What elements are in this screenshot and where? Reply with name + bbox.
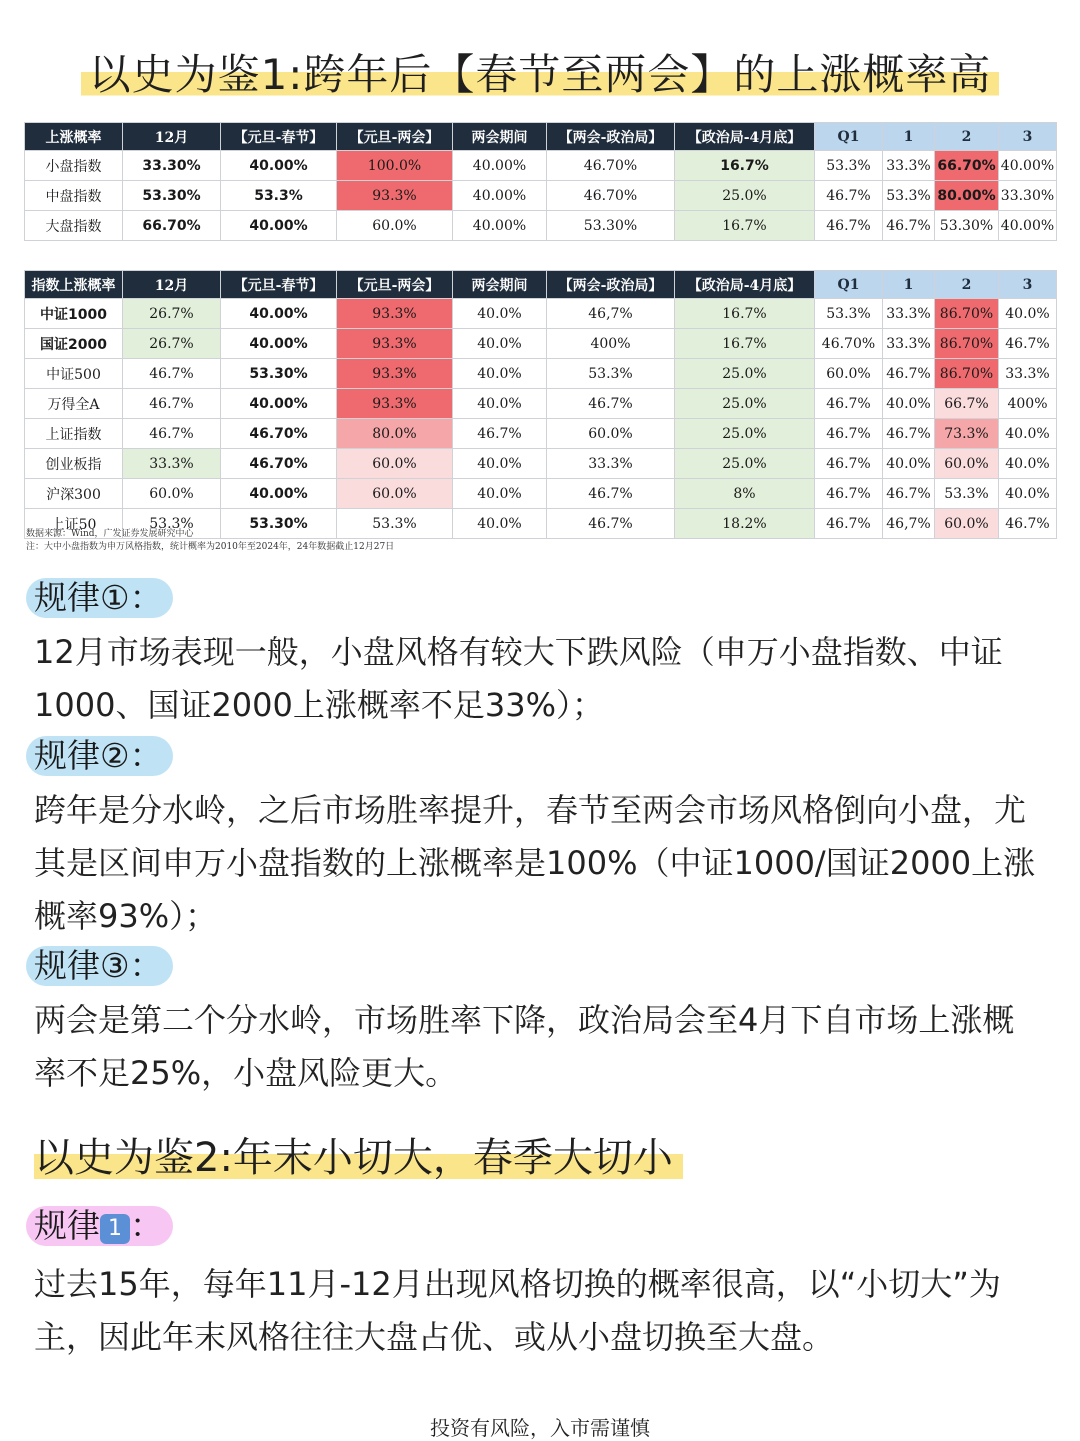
value-cell: 25.0% [675, 181, 815, 211]
value-cell: 40.00% [221, 151, 337, 181]
value-cell: 60.0% [337, 211, 453, 241]
value-cell: 66.7% [935, 389, 999, 419]
value-cell: 40.0% [883, 389, 935, 419]
value-cell: 40.0% [999, 449, 1057, 479]
header-cell: 12月 [123, 271, 221, 299]
header-cell: 【元旦-春节】 [221, 123, 337, 151]
value-cell: 73.3% [935, 419, 999, 449]
value-cell: 46.7% [815, 389, 883, 419]
value-cell: 60.0% [547, 419, 675, 449]
table-row [25, 151, 1057, 181]
value-cell: 46.70% [547, 181, 675, 211]
header-cell: 【元旦-两会】 [337, 123, 453, 151]
value-cell: 66.70% [935, 151, 999, 181]
table-header-row [25, 271, 1057, 299]
value-cell: 46.70% [221, 449, 337, 479]
row-label-cell: 上证50 [25, 509, 123, 539]
table-header-row [25, 123, 1057, 151]
keycap-one-icon: 1 [100, 1214, 130, 1244]
value-cell: 53.30% [935, 211, 999, 241]
value-cell: 46.7% [999, 329, 1057, 359]
value-cell: 33.3% [883, 299, 935, 329]
value-cell: 33.3% [547, 449, 675, 479]
value-cell: 46.7% [123, 359, 221, 389]
value-cell: 46.7% [883, 211, 935, 241]
value-cell: 60.0% [123, 479, 221, 509]
value-cell: 93.3% [337, 181, 453, 211]
value-cell: 46.7% [815, 419, 883, 449]
value-cell: 33.3% [999, 359, 1057, 389]
value-cell: 100.0% [337, 151, 453, 181]
rule-4-label [26, 1206, 173, 1246]
rule-3-text: 两会是第二个分水岭，市场胜率下降，政治局会至4月下自市场上涨概率不足25%，小盘风险更大。 [34, 1001, 1015, 1092]
value-cell: 46.70% [547, 151, 675, 181]
rise-probability-table-style [24, 122, 1057, 241]
value-cell: 40.00% [999, 211, 1057, 241]
header-cell: 指数上涨概率 [25, 271, 123, 299]
value-cell: 40.0% [453, 359, 547, 389]
value-cell: 40.0% [453, 329, 547, 359]
value-cell: 18.2% [675, 509, 815, 539]
header-cell: 【两会-政治局】 [547, 123, 675, 151]
header-cell: 12月 [123, 123, 221, 151]
value-cell: 86.70% [935, 329, 999, 359]
table-row [25, 419, 1057, 449]
rule-1-label: 规律①： [26, 578, 173, 618]
value-cell: 53.3% [221, 181, 337, 211]
value-cell: 46.7% [547, 509, 675, 539]
value-cell: 46.7% [999, 509, 1057, 539]
header-cell: 1 [883, 271, 935, 299]
rule-4-label-suffix: ： [130, 1206, 163, 1245]
row-label-cell: 小盘指数 [25, 151, 123, 181]
value-cell: 26.7% [123, 299, 221, 329]
risk-disclaimer: 投资有风险，入市需谨慎 [430, 1416, 650, 1440]
value-cell: 46.7% [815, 509, 883, 539]
table-row [25, 329, 1057, 359]
value-cell: 46.7% [883, 419, 935, 449]
value-cell: 40.00% [453, 151, 547, 181]
value-cell: 25.0% [675, 389, 815, 419]
value-cell: 53.3% [337, 509, 453, 539]
rule-1-text: 12月市场表现一般，小盘风格有较大下跌风险（申万小盘指数、中证1000、国证2000上涨概率不足33%）； [34, 633, 1003, 724]
value-cell: 53.3% [815, 151, 883, 181]
value-cell: 16.7% [675, 329, 815, 359]
value-cell: 53.30% [221, 359, 337, 389]
value-cell: 40.00% [221, 299, 337, 329]
rise-probability-table-index [24, 270, 1057, 539]
value-cell: 40.0% [453, 479, 547, 509]
value-cell: 53.3% [815, 299, 883, 329]
header-cell: 1 [883, 123, 935, 151]
value-cell: 33.30% [999, 181, 1057, 211]
value-cell: 40.0% [883, 449, 935, 479]
value-cell: 46.7% [547, 389, 675, 419]
header-cell: 【元旦-两会】 [337, 271, 453, 299]
header-cell: 3 [999, 123, 1057, 151]
value-cell: 46.70% [221, 419, 337, 449]
page-title: 以史为鉴1:跨年后【春节至两会】的上涨概率高 [81, 48, 1000, 102]
table-row [25, 299, 1057, 329]
value-cell: 46.70% [815, 329, 883, 359]
row-label-cell: 沪深300 [25, 479, 123, 509]
value-cell: 40.0% [453, 509, 547, 539]
value-cell: 53.3% [123, 509, 221, 539]
header-cell: Q1 [815, 123, 883, 151]
table-row [25, 359, 1057, 389]
header-cell: Q1 [815, 271, 883, 299]
header-cell: 2 [935, 271, 999, 299]
value-cell: 40.00% [453, 181, 547, 211]
value-cell: 40.00% [999, 151, 1057, 181]
value-cell: 80.0% [337, 419, 453, 449]
value-cell: 46,7% [547, 299, 675, 329]
value-cell: 40.00% [221, 329, 337, 359]
value-cell: 33.3% [883, 151, 935, 181]
value-cell: 25.0% [675, 419, 815, 449]
row-label-cell: 万得全A [25, 389, 123, 419]
row-label-cell: 中证500 [25, 359, 123, 389]
header-cell: 两会期间 [453, 271, 547, 299]
header-cell: 2 [935, 123, 999, 151]
rule-3-label: 规律③： [26, 946, 173, 986]
value-cell: 60.0% [935, 449, 999, 479]
footnote: 注：大中小盘指数为申万风格指数，统计概率为2010年至2024年，24年数据截止12月27日 [26, 542, 395, 552]
value-cell: 93.3% [337, 299, 453, 329]
value-cell: 60.0% [337, 479, 453, 509]
value-cell: 53.3% [935, 479, 999, 509]
table-row [25, 211, 1057, 241]
title-wrap [0, 48, 1080, 102]
row-label-cell: 上证指数 [25, 419, 123, 449]
header-cell: 【两会-政治局】 [547, 271, 675, 299]
table-notes [26, 528, 394, 554]
value-cell: 53.30% [547, 211, 675, 241]
rule-4-text: 过去15年，每年11月-12月出现风格切换的概率很高，以“小切大”为主，因此年末风格往往大盘占优、或从小盘切换至大盘。 [34, 1265, 1001, 1356]
header-cell: 【政治局-4月底】 [675, 271, 815, 299]
value-cell: 25.0% [675, 449, 815, 479]
value-cell: 16.7% [675, 299, 815, 329]
value-cell: 25.0% [675, 359, 815, 389]
value-cell: 46.7% [883, 359, 935, 389]
value-cell: 400% [547, 329, 675, 359]
value-cell: 60.0% [935, 509, 999, 539]
value-cell: 46.7% [123, 389, 221, 419]
value-cell: 40.0% [453, 299, 547, 329]
value-cell: 33.3% [883, 329, 935, 359]
value-cell: 46.7% [815, 211, 883, 241]
value-cell: 40.0% [453, 449, 547, 479]
table-row [25, 389, 1057, 419]
value-cell: 40.00% [453, 211, 547, 241]
value-cell: 53.30% [123, 181, 221, 211]
value-cell: 93.3% [337, 359, 453, 389]
value-cell: 33.3% [123, 449, 221, 479]
rule-2-text: 跨年是分水岭，之后市场胜率提升，春节至两会市场风格倒向小盘，尤其是区间申万小盘指数的上涨概率是100%（中证1000/国证2000上涨概率93%）； [34, 791, 1036, 935]
section-title-2: 以史为鉴2:年末小切大，春季大切小 [34, 1132, 683, 1184]
value-cell: 46.7% [547, 479, 675, 509]
value-cell: 86.70% [935, 299, 999, 329]
value-cell: 40.00% [221, 479, 337, 509]
value-cell: 46.7% [815, 479, 883, 509]
header-cell: 两会期间 [453, 123, 547, 151]
value-cell: 400% [999, 389, 1057, 419]
value-cell: 53.3% [883, 181, 935, 211]
value-cell: 53.30% [221, 509, 337, 539]
value-cell: 46.7% [815, 449, 883, 479]
value-cell: 60.0% [815, 359, 883, 389]
value-cell: 16.7% [675, 211, 815, 241]
value-cell: 46.7% [453, 419, 547, 449]
value-cell: 40.00% [221, 389, 337, 419]
row-label-cell: 中盘指数 [25, 181, 123, 211]
header-cell: 【元旦-春节】 [221, 271, 337, 299]
table-row [25, 479, 1057, 509]
value-cell: 46,7% [883, 509, 935, 539]
rule-4-label-prefix: 规律 [34, 1206, 100, 1245]
header-cell: 上涨概率 [25, 123, 123, 151]
value-cell: 86.70% [935, 359, 999, 389]
row-label-cell: 中证1000 [25, 299, 123, 329]
value-cell: 40.0% [453, 389, 547, 419]
value-cell: 40.0% [999, 479, 1057, 509]
row-label-cell: 国证2000 [25, 329, 123, 359]
value-cell: 40.0% [999, 419, 1057, 449]
row-label-cell: 大盘指数 [25, 211, 123, 241]
value-cell: 53.3% [547, 359, 675, 389]
table-row [25, 181, 1057, 211]
header-cell: 3 [999, 271, 1057, 299]
value-cell: 93.3% [337, 389, 453, 419]
value-cell: 46.7% [123, 419, 221, 449]
value-cell: 16.7% [675, 151, 815, 181]
value-cell: 33.30% [123, 151, 221, 181]
row-label-cell: 创业板指 [25, 449, 123, 479]
value-cell: 46.7% [815, 181, 883, 211]
value-cell: 46.7% [883, 479, 935, 509]
header-cell: 【政治局-4月底】 [675, 123, 815, 151]
value-cell: 26.7% [123, 329, 221, 359]
data-source-note: 数据来源：Wind，广发证券发展研究中心 [26, 529, 194, 539]
value-cell: 80.00% [935, 181, 999, 211]
value-cell: 60.0% [337, 449, 453, 479]
value-cell: 93.3% [337, 329, 453, 359]
table-row [25, 449, 1057, 479]
value-cell: 40.00% [221, 211, 337, 241]
rule-2-label: 规律②： [26, 736, 173, 776]
value-cell: 8% [675, 479, 815, 509]
value-cell: 66.70% [123, 211, 221, 241]
value-cell: 40.0% [999, 299, 1057, 329]
